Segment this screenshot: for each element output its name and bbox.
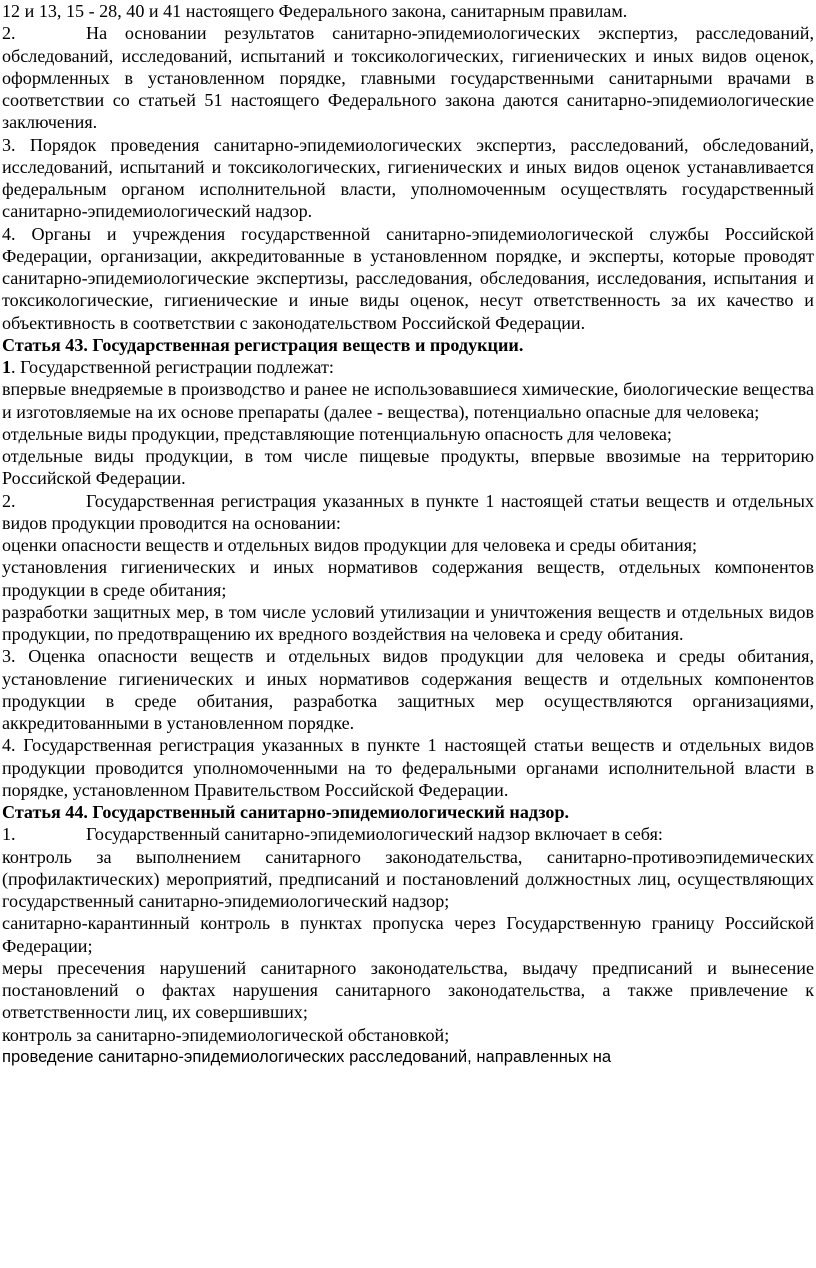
list-item: санитарно-карантинный контроль в пунктах пропуска через Государственную границу Российской Федерации; xyxy=(2,913,814,956)
paragraph-text: Государственная регистрация указанных в пункте 1 настоящей статьи веществ и отдельных видов продукции проводится на основании: xyxy=(2,490,814,533)
list-item: оценки опасности веществ и отдельных видов продукции для человека и среды обитания; xyxy=(2,535,698,555)
paragraph-text: На основании результатов санитарно-эпидемиологических экспертиз, расследований, обследований, исследований, испытаний и токсикологических, гигиенических и иных видов оценок, оформленных в установленном порядке, главными государственными санитарными врачами в соответствии со статьей 51 настоящего Федерального закона даются санитарно-эпидемиологические заключения. xyxy=(2,23,814,133)
paragraph-number: 3. xyxy=(2,134,16,155)
article-44-paragraph-1 xyxy=(2,823,814,845)
paragraph-text: Государственная регистрация указанных в пункте 1 настоящей статьи веществ и отдельных видов продукции проводится уполномоченными на то федеральными органами исполнительной власти в порядке, установленном Правительством Российской Федерации. xyxy=(2,735,814,800)
paragraph-number: 4. xyxy=(2,223,16,244)
paragraph-text: Государственный санитарно-эпидемиологический надзор включает в себя: xyxy=(86,824,663,845)
list-item: впервые внедряемые в производство и ранее не использовавшиеся химические, биологические вещества и изготовляемые на их основе препараты (далее - вещества), потенциально опасные для человека; xyxy=(2,379,814,422)
paragraph-number: 2. xyxy=(2,490,16,511)
list-item: отдельные виды продукции, представляющие потенциальную опасность для человека; xyxy=(2,423,672,444)
list-item: контроль за выполнением санитарного законодательства, санитарно-противоэпидемических (профилактических) мероприятий, предписаний и постановлений должностных лиц, осуществляющих государственный санитарно-эпидемиологический надзор; xyxy=(2,846,814,911)
list-item: отдельные виды продукции, в том числе пищевые продукты, впервые ввозимые на территорию Российской Федерации. xyxy=(2,446,814,489)
paragraph-continuation xyxy=(2,0,814,22)
article-43-heading: Статья 43. Государственная регистрация веществ и продукции. xyxy=(2,334,524,355)
paragraph-3 xyxy=(2,134,814,223)
paragraph-text: Оценка опасности веществ и отдельных видов продукции для человека и среды обитания, установление гигиенических и иных нормативов содержания веществ и отдельных компонентов продукции в среде обитания, разработка защитных мер осуществляются организациями, аккредитованными в установленном порядке. xyxy=(2,646,814,733)
list-item: проведение санитарно-эпидемиологических расследований, направленных на xyxy=(2,1046,612,1066)
paragraph-number: 3. xyxy=(2,646,16,667)
paragraph-text: 12 и 13, 15 - 28, 40 и 41 настоящего Федерального закона, санитарным правилам. xyxy=(2,1,628,21)
list-item: разработки защитных мер, в том числе условий утилизации и уничтожения веществ и отдельных видов продукции, по предотвращению их вредного воздействия на человека и среду обитания. xyxy=(2,601,814,644)
paragraph-2 xyxy=(2,22,814,133)
paragraph-number: 4. xyxy=(2,735,16,756)
article-43-paragraph-4 xyxy=(2,734,814,801)
paragraph-text: . Государственной регистрации подлежат: xyxy=(11,357,334,377)
article-43-paragraph-3 xyxy=(2,645,814,734)
article-44-heading: Статья 44. Государственный санитарно-эпидемиологический надзор. xyxy=(2,802,570,822)
paragraph-4 xyxy=(2,223,814,334)
paragraph-text: Органы и учреждения государственной санитарно-эпидемиологической службы Российской Федерации, организации, аккредитованные в установленном порядке, и эксперты, которые проводят санитарно-эпидемиологические экспертизы, расследования, обследования, исследования, испытания и токсикологические, гигиенические и иные виды оценок, несут ответственность за их качество и объективность в соответствии с законодательством Российской Федерации. xyxy=(2,223,814,333)
paragraph-number: 1. xyxy=(2,824,16,845)
paragraph-text: Порядок проведения санитарно-эпидемиологических экспертиз, расследований, обследований, исследований, испытаний и токсикологических, гигиенических и иных видов оценок устанавливается федеральным органом исполнительной власти, уполномоченным осуществлять государственный санитарно-эпидемиологический надзор. xyxy=(2,134,814,222)
article-43-paragraph-1 xyxy=(2,356,814,378)
list-item: меры пресечения нарушений санитарного законодательства, выдачу предписаний и вынесение постановлений о фактах нарушения санитарного законодательства, а также привлечение к ответственности лиц, их совершивших; xyxy=(2,957,814,1023)
list-item: установления гигиенических и иных нормативов содержания веществ, отдельных компонентов продукции в среде обитания; xyxy=(2,557,814,600)
list-item: контроль за санитарно-эпидемиологической обстановкой; xyxy=(2,1024,450,1045)
paragraph-number: 2. xyxy=(2,23,16,44)
article-43-paragraph-2 xyxy=(2,490,814,535)
paragraph-number: 1 xyxy=(2,357,12,377)
